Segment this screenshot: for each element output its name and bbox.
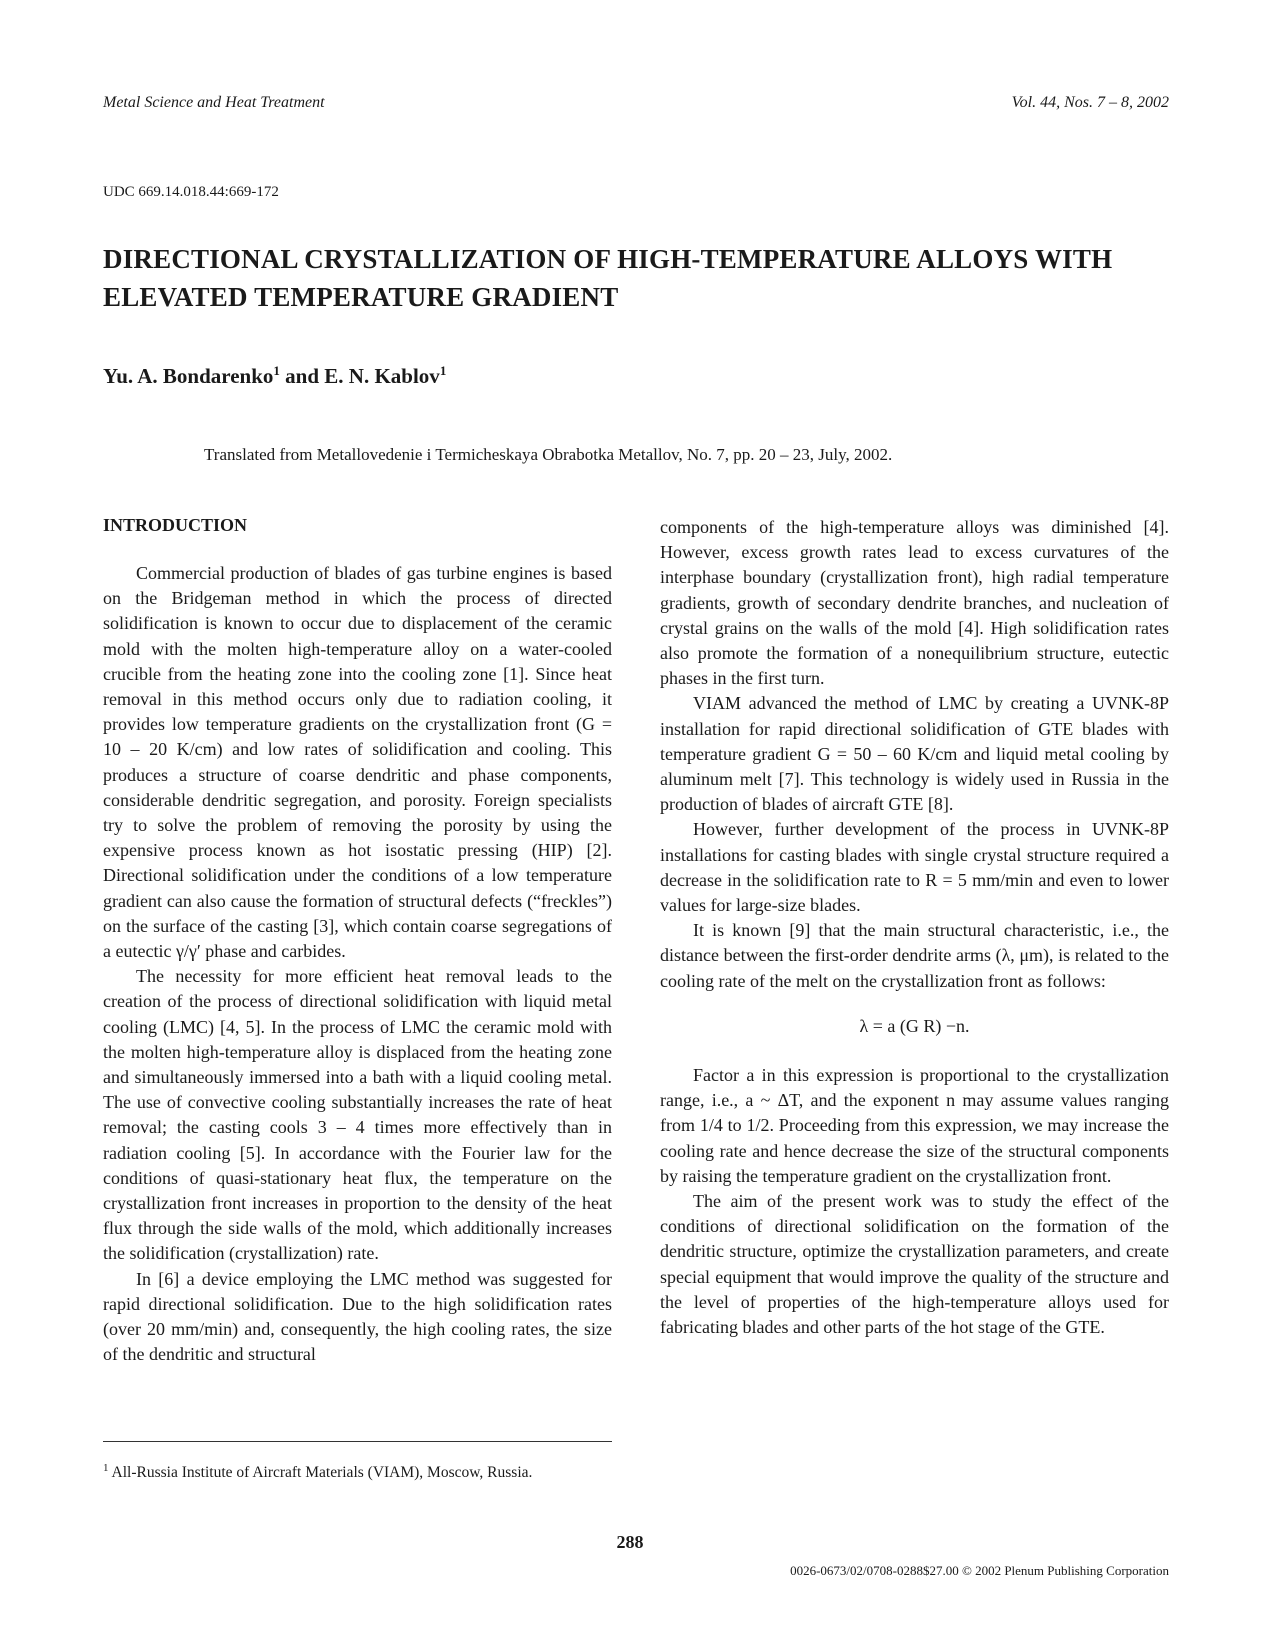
body-paragraph: In [6] a device employing the LMC method was suggested for rapid directional solidification. Due to the high solidification rates (over 20 mm/min) and, consequently, the high cooling rates, the size of the dendritic and structural — [103, 1268, 612, 1365]
authors-conjunction: and — [279, 364, 325, 388]
equation: λ = a (G R) −n. — [859, 1015, 970, 1036]
footnote-divider — [103, 1441, 612, 1442]
paper-title: DIRECTIONAL CRYSTALLIZATION OF HIGH-TEMPERATURE ALLOYS WITH ELEVATED TEMPERATURE GRADIENT — [103, 244, 1113, 312]
authors-line — [103, 363, 446, 389]
journal-name: Metal Science and Heat Treatment — [103, 94, 325, 111]
affiliation-marker: 1 — [439, 363, 447, 378]
body-paragraph: Factor a in this expression is proportional to the crystallization range, i.e., a ~ ΔT, and the exponent n may assume values ranging from 1/4 to 1/2. Proceeding from this expression, we may increase the cooling rate and hence decrease the size of the structural components by raising the temperature gradient on the crystallization front. — [660, 1065, 1169, 1186]
section-heading: INTRODUCTION — [103, 515, 248, 535]
author-name: E. N. Kablov — [324, 364, 440, 388]
body-paragraph: It is known [9] that the main structural characteristic, i.e., the distance between the first-order dendrite arms (λ, μm), is related to the cooling rate of the melt on the crystallization front as follows: — [660, 920, 1169, 991]
translation-note: Translated from Metallovedenie i Termicheskaya Obrabotka Metallov, No. 7, pp. 20 – 23, July, 2002. — [204, 445, 893, 464]
udc-code: UDC 669.14.018.44:669-172 — [103, 184, 279, 200]
left-column — [103, 515, 612, 1368]
volume-info: Vol. 44, Nos. 7 – 8, 2002 — [1011, 94, 1169, 111]
copyright-line: 0026-0673/02/0708-0288$27.00 © 2002 Plenum Publishing Corporation — [790, 1563, 1169, 1578]
body-paragraph: The aim of the present work was to study the effect of the conditions of directional solidification on the formation of the dendritic structure, optimize the crystallization parameters, and create special equipment that would improve the quality of the structure and the level of properties of the high-temperature alloys used for fabricating blades and other parts of the hot stage of the GTE. — [660, 1191, 1169, 1338]
footnote-text: All-Russia Institute of Aircraft Materials (VIAM), Moscow, Russia. — [111, 1464, 533, 1482]
body-paragraph: However, further development of the process in UVNK-8P installations for casting blades with single crystal structure required a decrease in the solidification rate to R = 5 mm/min and even to lower values for large-size blades. — [660, 819, 1169, 916]
body-paragraph: Commercial production of blades of gas turbine engines is based on the Bridgeman method in which the process of directed solidification is known to occur due to displacement of the ceramic mold with the molten high-temperature alloy on a water-cooled crucible from the heating zone into the cooling zone [1]. Since heat removal in this method occurs only due to radiation cooling, it provides low temperature gradients on the crystallization front (G = 10 – 20 K/cm) and low rates of solidification and cooling. This produces a structure of coarse dendritic and phase components, considerable dendritic segregation, and porosity. Foreign specialists try to solve the problem of removing the porosity by using the expensive process known as hot isostatic pressing (HIP) [2]. Directional solidification under the conditions of a low temperature gradient can also cause the formation of structural defects (“freckles”) on the surface of the casting [3], which contain coarse segregations of a eutectic γ/γ′ phase and carbides. — [103, 563, 612, 962]
footnote-marker: 1 — [103, 1462, 109, 1474]
body-paragraph: The necessity for more efficient heat removal leads to the creation of the process of directional solidification with liquid metal cooling (LMC) [4, 5]. In the process of LMC the ceramic mold with the molten high-temperature alloy is displaced from the heating zone and simultaneously immersed into a bath with a liquid cooling metal. The use of convective cooling substantially increases the rate of heat removal; the casting cools 3 – 4 times more effectively than in radiation cooling [5]. In accordance with the Fourier law for the conditions of quasi-stationary heat flux, the temperature on the crystallization front increases in proportion to the density of the heat flux through the side walls of the mold, which additionally increases the solidification (crystallization) rate. — [103, 966, 612, 1264]
author-name: Yu. A. Bondarenko — [103, 364, 274, 388]
page-number: 288 — [616, 1532, 644, 1552]
body-paragraph: VIAM advanced the method of LMC by creating a UVNK-8P installation for rapid directional solidification of GTE blades with temperature gradient G = 50 – 60 K/cm and liquid metal cooling by aluminum melt [7]. This technology is widely used in Russia in the production of blades of aircraft GTE [8]. — [660, 693, 1169, 815]
footnote — [103, 1458, 612, 1483]
body-paragraph: components of the high-temperature alloys was diminished [4]. However, excess growth rates lead to excess curvatures of the interphase boundary (crystallization front), high radial temperature gradients, growth of secondary dendrite branches, and nucleation of crystal grains on the walls of the mold [4]. High solidification rates also promote the formation of a nonequilibrium structure, eutectic phases in the first turn. — [660, 517, 1169, 689]
affiliation-marker: 1 — [273, 363, 280, 378]
right-column — [660, 515, 1169, 1340]
